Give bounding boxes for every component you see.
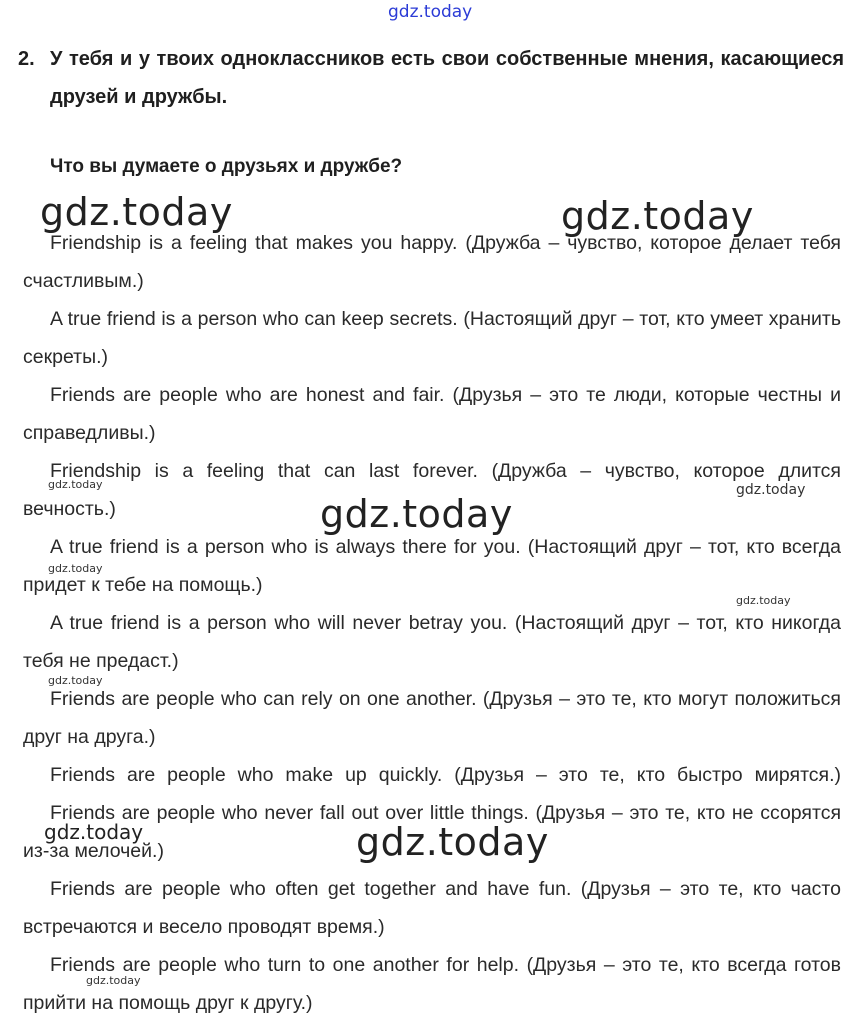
question-heading: Что вы думаете о друзьях и дружбе? (50, 156, 403, 177)
watermark-overlay: gdz.today (561, 194, 754, 238)
task-number: 2. (18, 48, 35, 70)
watermark-overlay: gdz.today (48, 562, 103, 575)
answer-paragraph: Friendship is a feeling that makes you happy. (Дружба – чувство, которое делает тебя счастливым.) (23, 232, 841, 292)
task-text: У тебя и у твоих одноклассников есть свои собственные мнения, касающиеся друзей и дружбы. (50, 48, 844, 108)
answer-paragraph: Friendship is a feeling that can last forever. (Дружба – чувство, которое длится вечность.) (23, 460, 841, 520)
answer-paragraph: Friends are people who turn to one another for help. (Друзья – это те, кто всегда готов прийти на помощь друг к другу.) (23, 954, 841, 1014)
answer-paragraph: Friends are people who can rely on one another. (Друзья – это те, кто могут положиться друг на друга.) (23, 688, 841, 748)
watermark-overlay: gdz.today (40, 190, 233, 234)
answer-paragraph: Friends are people who make up quickly. (Друзья – это те, кто быстро мирятся.) (50, 764, 841, 786)
answer-paragraph: Friends are people who never fall out over little things. (Друзья – это те, кто не ссорятся из-за мелочей.) (23, 802, 841, 862)
answer-paragraph: A true friend is a person who is always there for you. (Настоящий друг – тот, кто всегда придет к тебе на помощь.) (23, 536, 841, 596)
watermark-overlay: gdz.today (44, 820, 144, 844)
watermark-overlay: gdz.today (356, 820, 549, 864)
answer-paragraph: A true friend is a person who can keep secrets. (Настоящий друг – тот, кто умеет хранить секреты.) (23, 308, 841, 368)
watermark-overlay: gdz.today (86, 974, 141, 987)
answers-list (23, 224, 841, 1022)
answer-paragraph: Friends are people who are honest and fair. (Друзья – это те люди, которые честны и справедливы.) (23, 384, 841, 444)
task-block (18, 40, 844, 116)
answer-paragraph: A true friend is a person who will never betray you. (Настоящий друг – тот, кто никогда тебя не предаст.) (23, 612, 841, 672)
watermark-overlay: gdz.today (736, 594, 791, 607)
watermark-overlay: gdz.today (320, 492, 513, 536)
watermark-overlay: gdz.today (48, 478, 103, 491)
watermark-overlay: gdz.today (48, 674, 103, 687)
answer-paragraph: Friends are people who often get together and have fun. (Друзья – это те, кто часто встречаются и весело проводят время.) (23, 878, 841, 938)
watermark-top: gdz.today (388, 2, 473, 22)
watermark-overlay: gdz.today (736, 482, 806, 498)
